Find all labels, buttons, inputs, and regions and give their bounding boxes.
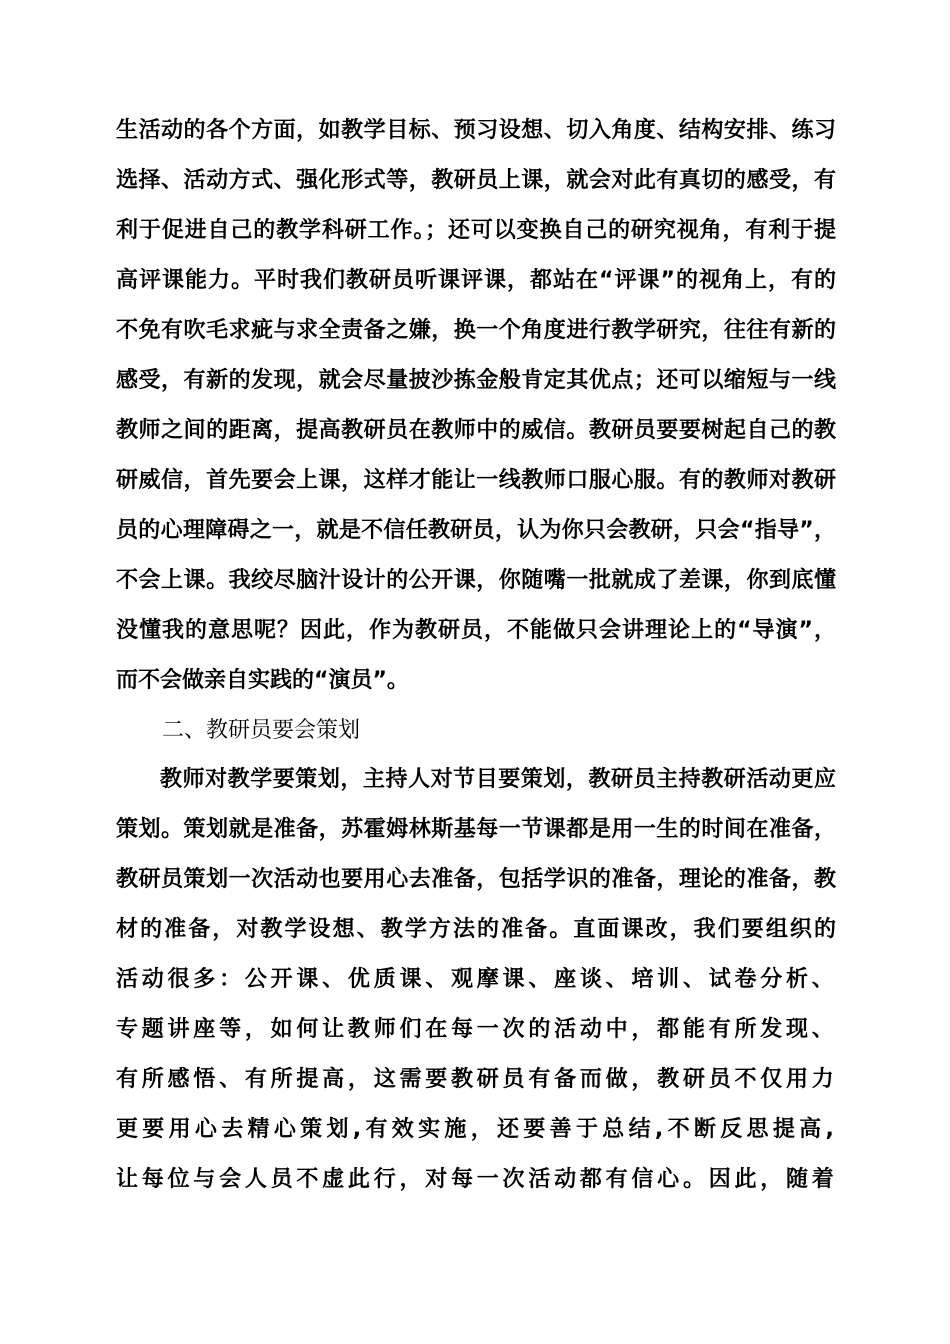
paragraph-line: 更要用心去精心策划,有效实施，还要善于总结,不断反思提高, — [116, 1117, 836, 1142]
paragraph-line: 策划。策划就是准备，苏霍姆林斯基每一节课都是用一生的时间在准备， — [116, 817, 836, 842]
paragraph-line: 而不会做亲自实践的“演员”。 — [116, 668, 409, 693]
paragraph-line: 专题讲座等，如何让教师们在每一次的活动中，都能有所发现、 — [116, 1017, 836, 1042]
paragraph-line: 选择、活动方式、强化形式等，教研员上课，就会对此有真切的感受，有 — [116, 168, 836, 193]
paragraph-line: 感受，有新的发现，就会尽量披沙拣金般肯定其优点；还可以缩短与一线 — [116, 368, 836, 393]
paragraph-line: 材的准备，对教学设想、教学方法的准备。直面课改，我们要组织的 — [116, 917, 836, 942]
paragraph-line: 不免有吹毛求疵与求全责备之嫌，换一个角度进行教学研究，往往有新的 — [116, 318, 836, 343]
paragraph-1 — [116, 106, 836, 706]
paragraph-line: 让每位与会人员不虚此行，对每一次活动都有信心。因此，随着 — [116, 1167, 836, 1192]
paragraph-line: 不会上课。我绞尽脑汁设计的公开课，你随嘴一批就成了差课，你到底懂 — [116, 568, 836, 593]
section-heading: 二、教研员要会策划 — [162, 718, 361, 743]
paragraph-2 — [116, 755, 836, 1205]
paragraph-line: 员的心理障碍之一，就是不信任教研员，认为你只会教研，只会“指导”， — [116, 518, 836, 543]
paragraph-line: 高评课能力。平时我们教研员听课评课，都站在“评课”的视角上，有的 — [116, 268, 836, 293]
paragraph-line: 研威信，首先要会上课，这样才能让一线教师口服心服。有的教师对教研 — [116, 468, 836, 493]
paragraph-line: 教研员策划一次活动也要用心去准备，包括学识的准备，理论的准备，教 — [116, 867, 836, 892]
paragraph-line: 活动很多：公开课、优质课、观摩课、座谈、培训、试卷分析、 — [116, 967, 836, 992]
paragraph-line: 生活动的各个方面，如教学目标、预习设想、切入角度、结构安排、练习 — [116, 118, 836, 143]
paragraph-line: 没懂我的意思呢？因此，作为教研员，不能做只会讲理论上的“导演”， — [116, 618, 836, 643]
paragraph-line: 利于促进自己的教学科研工作。；还可以变换自己的研究视角，有利于提 — [116, 218, 836, 243]
paragraph-line: 教师对教学要策划，主持人对节目要策划，教研员主持教研活动更应 — [160, 767, 836, 792]
paragraph-line: 教师之间的距离，提高教研员在教师中的威信。教研员要要树起自己的教 — [116, 418, 836, 443]
paragraph-line: 有所感悟、有所提高，这需要教研员有备而做，教研员不仅用力 — [116, 1067, 836, 1092]
